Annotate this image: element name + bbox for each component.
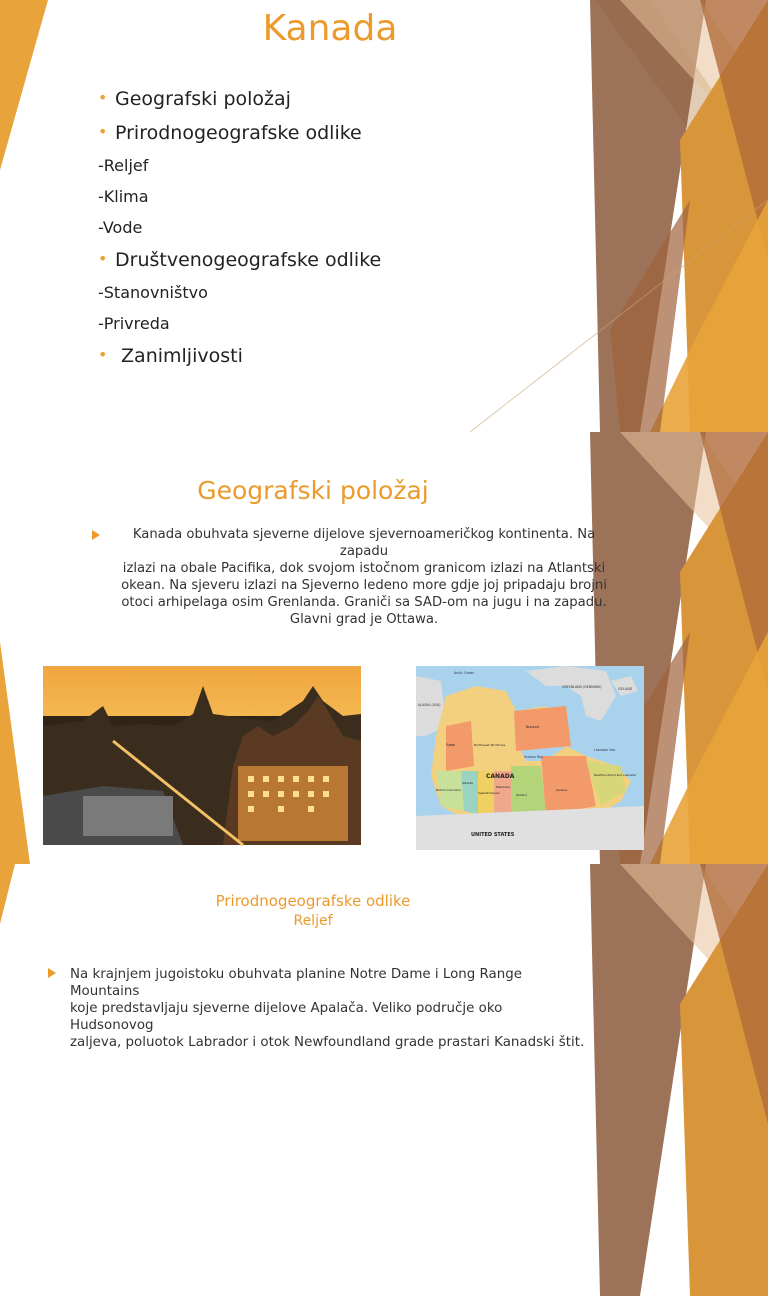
paragraph [70,966,590,1051]
map-label-sask: Saskatchewan [478,791,500,795]
slide-3 [0,864,768,1050]
paragraph-line: okean. Na sjeveru izlazi na Sjeverno ledeno more gdje joj pripadaju brojni [121,578,607,593]
map-label-yukon: Yukon [446,743,456,747]
map-label-iceland: ICELAND [618,687,633,691]
paragraph [108,526,620,628]
map-label-alberta: Alberta [462,781,473,785]
map-label-greenland: GREENLAND (DENMARK) [562,685,602,689]
list-item: -Vode [98,218,143,237]
slide-subtitle: Reljef [293,913,333,929]
list-item: • Društvenogeografske odlike [98,243,578,277]
map-label-country: CANADA [486,773,515,780]
list-item: -Privreda [98,314,170,333]
bullet-arrow-icon [48,968,56,978]
paragraph-line: otoci arhipelaga osim Grenlanda. Graniči sa SAD-om na jugu i na zapadu. [121,595,607,610]
canada-map [416,666,644,850]
map-label-arctic: Arctic Ocean [454,671,475,675]
map-label-alaska: ALASKA (USA) [418,703,441,707]
paragraph-line: izlazi na obale Pacifika, dok svojom istočnom granicom izlazi na Atlantski [122,561,606,576]
map-label-quebec: Quebec [556,788,568,792]
slide-title: Kanada [262,8,398,49]
map-label-labrador: Labrador Sea [594,748,616,752]
slide-2 [0,432,768,864]
list-item: -Stanovništvo [98,283,208,302]
paragraph-line: Kanada obuhvata sjeverne dijelove sjevernoameričkog kontinenta. Na zapadu [132,527,596,559]
paragraph-line: Na krajnjem jugoistoku obuhvata planine Notre Dame i Long Range Mountains [70,967,522,999]
topic-list [98,82,578,373]
list-item: -Klima [98,187,149,206]
paragraph-line: zaljeva, poluotok Labrador i otok Newfoundland grade prastari Kanadski štit. [70,1035,585,1050]
map-label-bc: British Columbia [436,788,461,792]
slide-title: Prirodnogeografske odlike [215,892,411,910]
paragraph-line: Glavni grad je Ottawa. [289,612,439,627]
list-item: • Geografski položaj [98,82,578,116]
map-label-nunavut: Nunavut [526,725,540,729]
paragraph-line: koje predstavljaju sjeverne dijelove Apalača. Veliko područje oko Hudsonovog [70,1001,503,1033]
map-label-ontario: Ontario [516,793,528,797]
list-item: • Prirodnogeografske odlike [98,116,578,150]
list-item: -Reljef [98,156,149,175]
map-label-hudson: Hudson Bay [524,755,544,759]
list-item: • Zanimljivosti [98,339,578,373]
bullet-arrow-icon [92,530,100,540]
ottawa-city-photo [43,666,361,845]
map-label-manitoba: Manitoba [496,785,510,789]
map-label-nl: Newfoundland and Labrador [594,773,637,777]
slide-1 [0,0,768,432]
map-label-nwt: Northwest Territories [474,743,506,747]
map-label-usa: UNITED STATES [471,832,515,838]
slide-title: Geografski položaj [197,476,429,505]
